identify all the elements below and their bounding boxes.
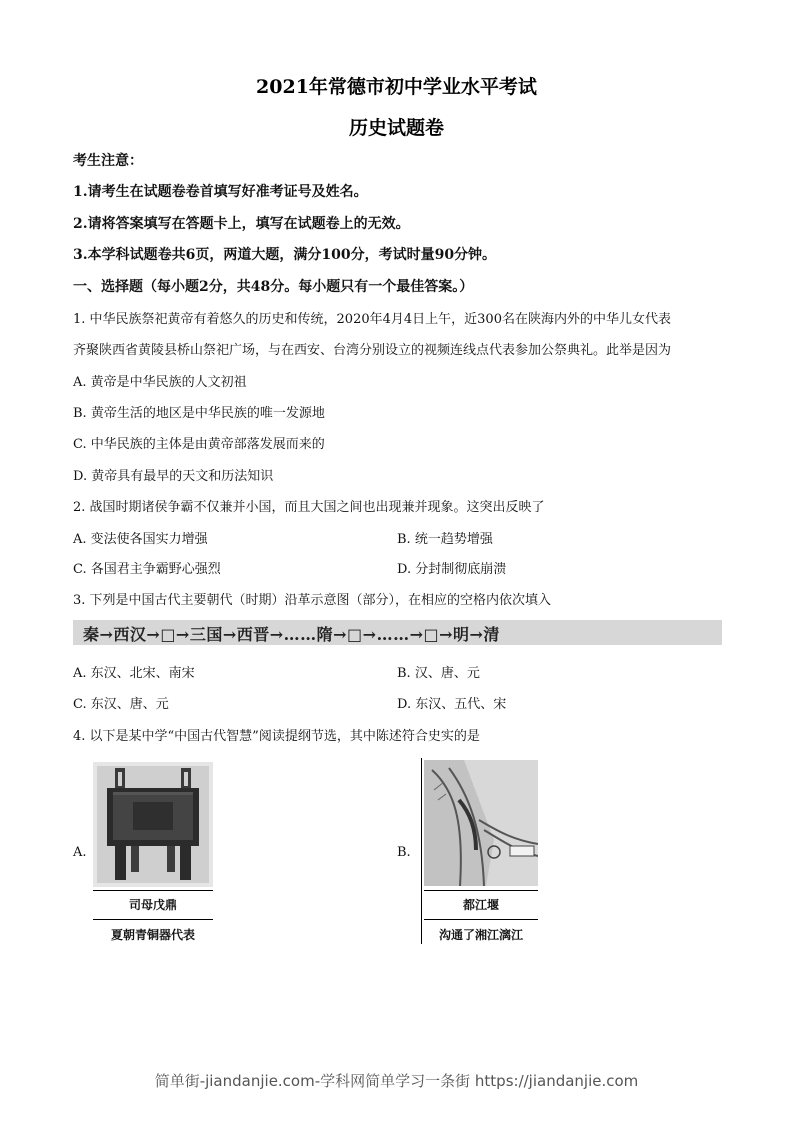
- q4-option-b-letter: B.: [397, 845, 411, 860]
- q3-stem: 3. 下列是中国古代主要朝代（时期）沿革示意图（部分），在相应的空格内依次填入: [73, 593, 552, 608]
- exam-subtitle: 历史试题卷: [348, 117, 444, 139]
- caption-b-rule-top: [424, 890, 538, 891]
- dynasty-timeline-text: 秦→西汉→□→三国→西晋→……隋→□→……→□→明→清: [83, 625, 500, 644]
- q3-option-d: D. 东汉、五代、宋: [397, 697, 507, 712]
- option-a-caption-1: 司母戊鼎: [128, 898, 177, 912]
- notice-item-2: 2.请将答案填写在答题卡上，填写在试题卷上的无效。: [73, 216, 410, 232]
- q1-option-d: D. 黄帝具有最早的天文和历法知识: [73, 469, 274, 484]
- dynasty-timeline-image: [73, 620, 722, 645]
- notice-heading: 考生注意：: [73, 153, 143, 169]
- q1-option-a: A. 黄帝是中华民族的人文初祖: [73, 375, 247, 390]
- section-heading: 一、选择题（每小题2分，共48分。每小题只有一个最佳答案。）: [73, 279, 474, 295]
- dujiangyan-map-image: [424, 760, 538, 886]
- caption-b-rule-mid: [424, 919, 538, 920]
- q3-option-c: C. 东汉、唐、元: [73, 697, 169, 712]
- footer-watermark: 简单街-jiandanjie.com-学科网简单学习一条街 https://jiandanjie.com: [154, 1072, 639, 1090]
- q2-option-a: A. 变法使各国实力增强: [73, 532, 208, 547]
- q2-option-c: C. 各国君主争霸野心强烈: [73, 562, 221, 577]
- option-b-caption-2: 沟通了湘江漓江: [438, 928, 523, 942]
- option-b-caption-1: 都江堰: [462, 898, 499, 912]
- q1-stem-line-1: 1. 中华民族祭祀黄帝有着悠久的历史和传统，2020年4月4日上午，近300名在陕海内外的中华儿女代表: [73, 312, 671, 327]
- caption-a-rule-mid: [93, 919, 213, 920]
- q1-option-b: B. 黄帝生活的地区是中华民族的唯一发源地: [73, 406, 325, 421]
- q2-option-d: D. 分封制彻底崩溃: [397, 562, 507, 577]
- notice-item-3: 3.本学科试题卷共6页，两道大题，满分100分，考试时量90分钟。: [73, 247, 497, 263]
- q4-stem: 4. 以下是某中学“中国古代智慧”阅读提纲节选，其中陈述符合史实的是: [73, 729, 480, 744]
- ding-vessel-image: [93, 762, 213, 887]
- q3-option-b: B. 汉、唐、元: [397, 666, 480, 681]
- option-a-caption-2: 夏朝青铜器代表: [110, 928, 195, 942]
- q2-stem: 2. 战国时期诸侯争霸不仅兼并小国，而且大国之间也出现兼并现象。这突出反映了: [73, 500, 545, 515]
- q4-option-a-letter: A.: [73, 845, 87, 860]
- caption-a-rule-top: [93, 890, 213, 891]
- q1-option-c: C. 中华民族的主体是由黄帝部落发展而来的: [73, 437, 325, 452]
- q2-option-b: B. 统一趋势增强: [397, 532, 493, 547]
- q1-stem-line-2: 齐聚陕西省黄陵县桥山祭祀广场，与在西安、台湾分别设立的视频连线点代表参加公祭典礼。此举是因为: [73, 343, 672, 358]
- exam-title: 2021年常德市初中学业水平考试: [256, 76, 537, 98]
- q3-option-a: A. 东汉、北宋、南宋: [73, 666, 195, 681]
- notice-item-1: 1.请考生在试题卷卷首填写好准考证号及姓名。: [73, 184, 368, 200]
- caption-b-left-rule: [421, 758, 422, 944]
